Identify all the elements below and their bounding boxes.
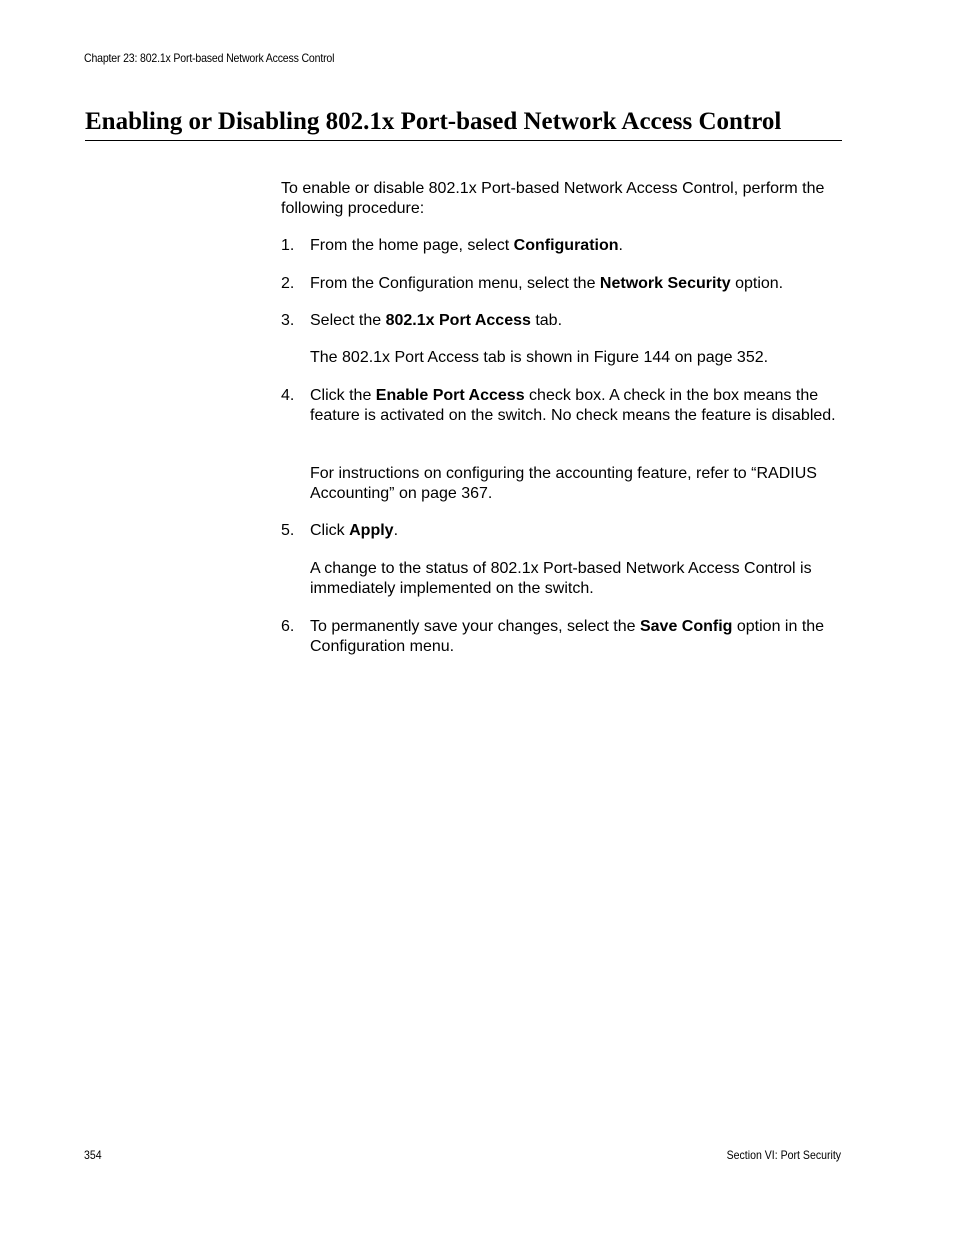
step-text: From the Configuration menu, select the Network Security option. <box>310 275 784 292</box>
step-text: To permanently save your changes, select the Save Config option in the Configuration menu. <box>310 618 825 655</box>
step-number: 3. <box>281 312 295 329</box>
step-text: Select the 802.1x Port Access tab. <box>310 312 563 329</box>
step-text: Click Apply. <box>310 522 399 539</box>
step-text: From the home page, select Configuration. <box>310 237 623 254</box>
step-number: 4. <box>281 387 295 404</box>
footer-section-label: Section VI: Port Security <box>726 1148 841 1162</box>
heading-rule <box>85 140 842 141</box>
step-text: Click the Enable Port Access check box. A check in the box means the feature is activated on the switch. No check means the feature is disabled. <box>310 387 836 424</box>
step-number: 6. <box>281 618 295 635</box>
section-heading: Enabling or Disabling 802.1x Port-based Network Access Control <box>85 108 782 135</box>
step-note: A change to the status of 802.1x Port-based Network Access Control is immediately implemented on the switch. <box>310 560 812 597</box>
step-number: 5. <box>281 522 295 539</box>
step-number: 1. <box>281 237 295 254</box>
intro-paragraph: To enable or disable 802.1x Port-based Network Access Control, perform the following procedure: <box>281 180 825 217</box>
running-header: Chapter 23: 802.1x Port-based Network Access Control <box>84 51 335 65</box>
page-number: 354 <box>84 1148 102 1162</box>
step-note: The 802.1x Port Access tab is shown in Figure 144 on page 352. <box>310 349 769 366</box>
step-note: For instructions on configuring the accounting feature, refer to “RADIUS Accounting” on page 367. <box>310 465 817 502</box>
step-number: 2. <box>281 275 295 292</box>
